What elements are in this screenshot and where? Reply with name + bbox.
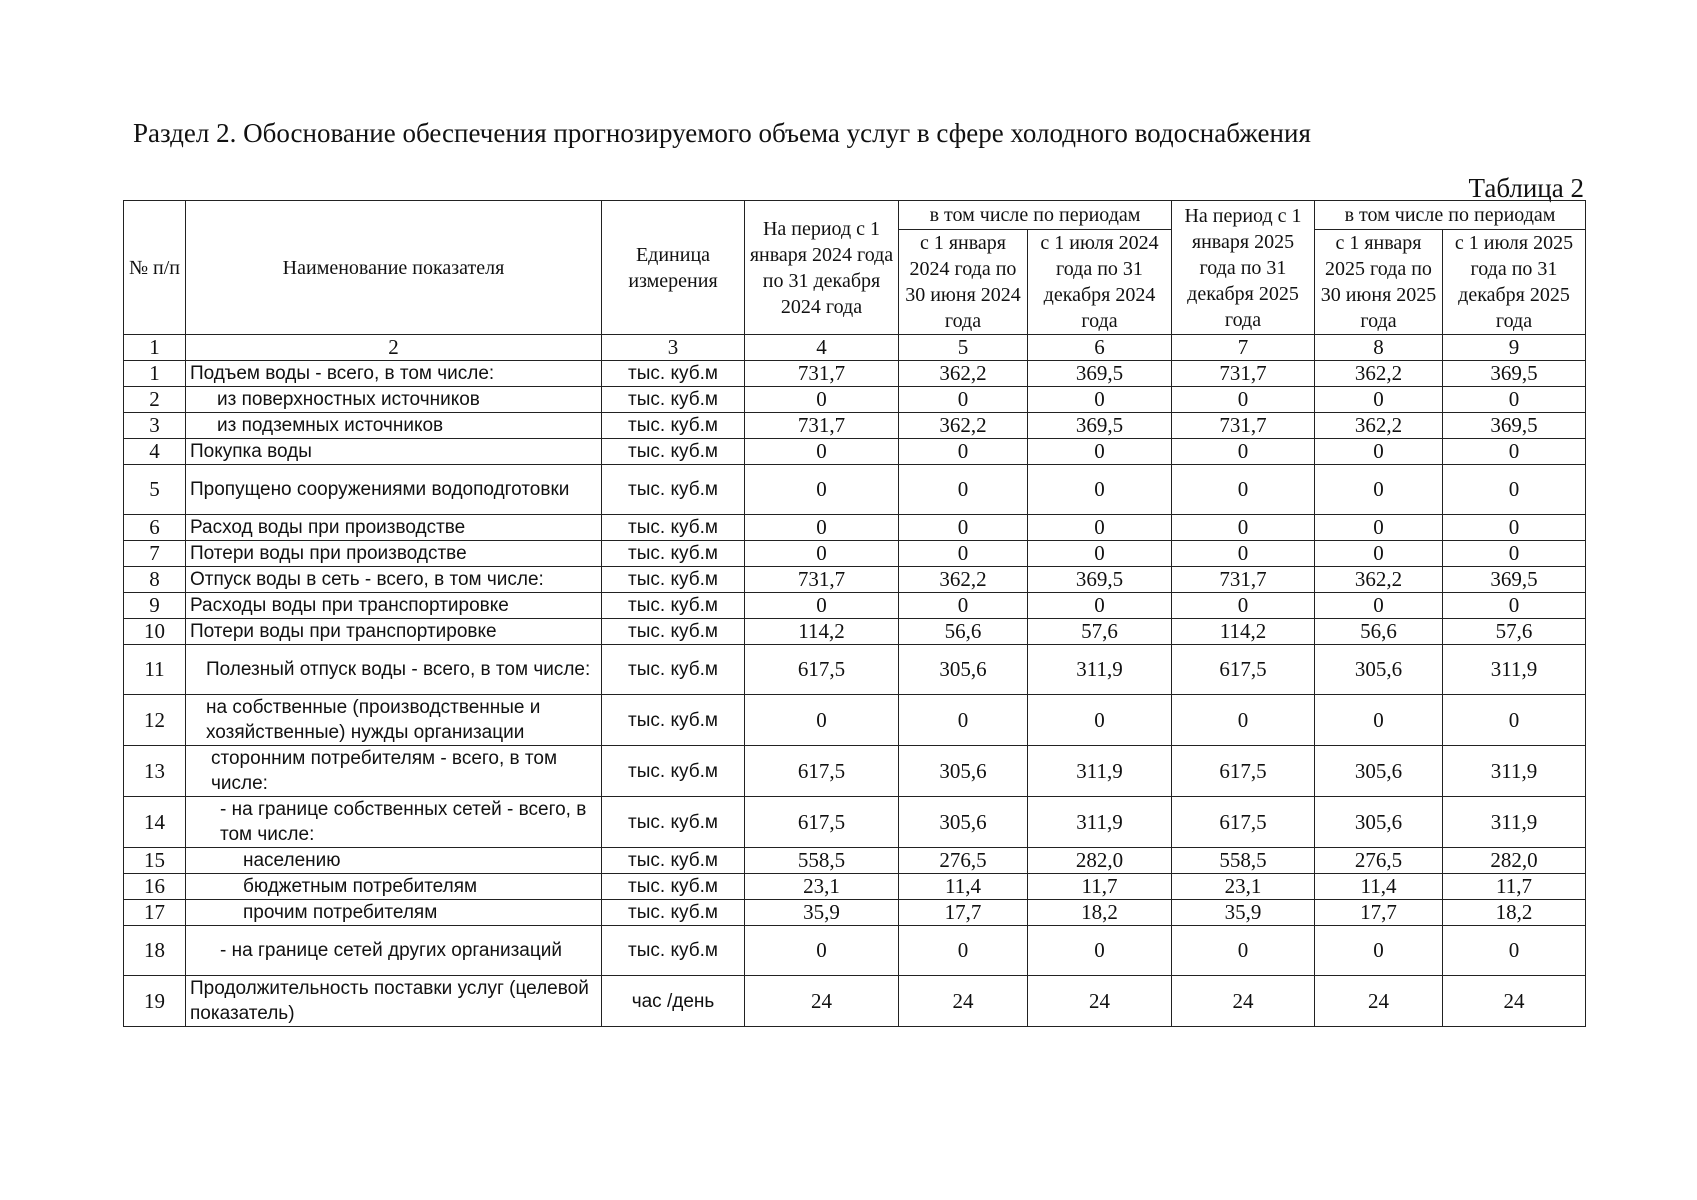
column-number: 2 bbox=[186, 335, 602, 361]
column-number: 6 bbox=[1028, 335, 1172, 361]
table-row bbox=[124, 413, 1586, 439]
value-cell: 311,9 bbox=[1028, 797, 1172, 848]
row-number-cell: 14 bbox=[124, 797, 186, 848]
value-cell: 731,7 bbox=[745, 361, 899, 387]
header-period-2025: На период с 1 января 2025 года по 31 декабря 2025 года bbox=[1172, 201, 1315, 335]
unit-cell: час /день bbox=[602, 976, 745, 1027]
value-cell: 617,5 bbox=[745, 645, 899, 695]
unit-cell: тыс. куб.м bbox=[602, 645, 745, 695]
column-number: 7 bbox=[1172, 335, 1315, 361]
value-cell: 305,6 bbox=[899, 797, 1028, 848]
row-number-cell: 10 bbox=[124, 619, 186, 645]
value-cell: 57,6 bbox=[1443, 619, 1586, 645]
unit-cell: тыс. куб.м bbox=[602, 926, 745, 976]
value-cell: 282,0 bbox=[1443, 848, 1586, 874]
unit-cell: тыс. куб.м bbox=[602, 593, 745, 619]
value-cell: 18,2 bbox=[1443, 900, 1586, 926]
table-row bbox=[124, 900, 1586, 926]
value-cell: 0 bbox=[899, 387, 1028, 413]
value-cell: 305,6 bbox=[1315, 746, 1443, 797]
value-cell: 617,5 bbox=[745, 797, 899, 848]
value-cell: 0 bbox=[1028, 439, 1172, 465]
unit-cell: тыс. куб.м bbox=[602, 541, 745, 567]
value-cell: 0 bbox=[1315, 465, 1443, 515]
value-cell: 0 bbox=[745, 515, 899, 541]
value-cell: 0 bbox=[1443, 387, 1586, 413]
value-cell: 18,2 bbox=[1028, 900, 1172, 926]
indicator-name-cell: Подъем воды - всего, в том числе: bbox=[186, 361, 602, 387]
value-cell: 276,5 bbox=[899, 848, 1028, 874]
value-cell: 369,5 bbox=[1443, 567, 1586, 593]
indicator-name-cell: - на границе сетей других организаций bbox=[186, 926, 602, 976]
indicator-name-cell: прочим потребителям bbox=[186, 900, 602, 926]
value-cell: 0 bbox=[1443, 695, 1586, 746]
value-cell: 731,7 bbox=[1172, 567, 1315, 593]
column-number: 5 bbox=[899, 335, 1028, 361]
value-cell: 24 bbox=[745, 976, 899, 1027]
table-row bbox=[124, 541, 1586, 567]
value-cell: 0 bbox=[1028, 465, 1172, 515]
value-cell: 0 bbox=[745, 439, 899, 465]
value-cell: 23,1 bbox=[1172, 874, 1315, 900]
value-cell: 617,5 bbox=[745, 746, 899, 797]
header-incl-periods-2024: в том числе по периодам bbox=[899, 201, 1172, 230]
indicator-name-cell: Потери воды при производстве bbox=[186, 541, 602, 567]
value-cell: 24 bbox=[1172, 976, 1315, 1027]
value-cell: 114,2 bbox=[1172, 619, 1315, 645]
indicator-name-cell: Расходы воды при транспортировке bbox=[186, 593, 602, 619]
indicator-name-cell: Покупка воды bbox=[186, 439, 602, 465]
section-heading: Раздел 2. Обоснование обеспечения прогнозируемого объема услуг в сфере холодного водоснабжения bbox=[133, 118, 1311, 148]
value-cell: 24 bbox=[1315, 976, 1443, 1027]
unit-cell: тыс. куб.м bbox=[602, 567, 745, 593]
water-supply-table bbox=[123, 200, 1586, 1027]
row-number-cell: 12 bbox=[124, 695, 186, 746]
value-cell: 0 bbox=[1315, 439, 1443, 465]
value-cell: 0 bbox=[1443, 439, 1586, 465]
value-cell: 311,9 bbox=[1028, 645, 1172, 695]
value-cell: 0 bbox=[1315, 541, 1443, 567]
value-cell: 0 bbox=[1172, 541, 1315, 567]
value-cell: 362,2 bbox=[899, 361, 1028, 387]
row-number-cell: 15 bbox=[124, 848, 186, 874]
value-cell: 17,7 bbox=[899, 900, 1028, 926]
table-row bbox=[124, 465, 1586, 515]
table-row bbox=[124, 515, 1586, 541]
table-row bbox=[124, 848, 1586, 874]
value-cell: 0 bbox=[899, 926, 1028, 976]
table-row bbox=[124, 361, 1586, 387]
indicator-name-cell: бюджетным потребителям bbox=[186, 874, 602, 900]
value-cell: 558,5 bbox=[745, 848, 899, 874]
value-cell: 0 bbox=[1315, 695, 1443, 746]
value-cell: 0 bbox=[899, 439, 1028, 465]
value-cell: 0 bbox=[1443, 593, 1586, 619]
value-cell: 0 bbox=[1028, 387, 1172, 413]
value-cell: 17,7 bbox=[1315, 900, 1443, 926]
table-row bbox=[124, 645, 1586, 695]
header-name: Наименование показателя bbox=[186, 201, 602, 335]
table-row bbox=[124, 746, 1586, 797]
value-cell: 282,0 bbox=[1028, 848, 1172, 874]
value-cell: 305,6 bbox=[1315, 645, 1443, 695]
header-unit: Единица измерения bbox=[602, 201, 745, 335]
value-cell: 362,2 bbox=[899, 567, 1028, 593]
value-cell: 0 bbox=[1028, 541, 1172, 567]
value-cell: 369,5 bbox=[1028, 567, 1172, 593]
value-cell: 0 bbox=[1172, 593, 1315, 619]
value-cell: 56,6 bbox=[899, 619, 1028, 645]
value-cell: 0 bbox=[1172, 926, 1315, 976]
value-cell: 24 bbox=[1028, 976, 1172, 1027]
header-period-2024: На период с 1 января 2024 года по 31 декабря 2024 года bbox=[745, 201, 899, 335]
value-cell: 311,9 bbox=[1443, 746, 1586, 797]
value-cell: 0 bbox=[1315, 926, 1443, 976]
value-cell: 11,7 bbox=[1443, 874, 1586, 900]
unit-cell: тыс. куб.м bbox=[602, 619, 745, 645]
value-cell: 731,7 bbox=[1172, 361, 1315, 387]
value-cell: 0 bbox=[1172, 387, 1315, 413]
table-row bbox=[124, 387, 1586, 413]
table-row bbox=[124, 926, 1586, 976]
value-cell: 0 bbox=[1172, 695, 1315, 746]
value-cell: 362,2 bbox=[899, 413, 1028, 439]
unit-cell: тыс. куб.м bbox=[602, 746, 745, 797]
unit-cell: тыс. куб.м bbox=[602, 900, 745, 926]
table-row bbox=[124, 619, 1586, 645]
value-cell: 0 bbox=[745, 387, 899, 413]
indicator-name-cell: Потери воды при транспортировке bbox=[186, 619, 602, 645]
value-cell: 0 bbox=[899, 541, 1028, 567]
unit-cell: тыс. куб.м bbox=[602, 695, 745, 746]
indicator-name-cell: - на границе собственных сетей - всего, в том числе: bbox=[186, 797, 602, 848]
table-row bbox=[124, 567, 1586, 593]
column-number: 1 bbox=[124, 335, 186, 361]
unit-cell: тыс. куб.м bbox=[602, 439, 745, 465]
indicator-name-cell: Отпуск воды в сеть - всего, в том числе: bbox=[186, 567, 602, 593]
indicator-name-cell: сторонним потребителям - всего, в том числе: bbox=[186, 746, 602, 797]
value-cell: 369,5 bbox=[1443, 361, 1586, 387]
value-cell: 369,5 bbox=[1443, 413, 1586, 439]
header-h1-2025: с 1 января 2025 года по 30 июня 2025 года bbox=[1315, 230, 1443, 335]
value-cell: 617,5 bbox=[1172, 746, 1315, 797]
indicator-name-cell: Продолжительность поставки услуг (целевой показатель) bbox=[186, 976, 602, 1027]
row-number-cell: 7 bbox=[124, 541, 186, 567]
header-h2-2024: с 1 июля 2024 года по 31 декабря 2024 года bbox=[1028, 230, 1172, 335]
value-cell: 0 bbox=[1172, 439, 1315, 465]
value-cell: 558,5 bbox=[1172, 848, 1315, 874]
table-row bbox=[124, 695, 1586, 746]
value-cell: 0 bbox=[1028, 695, 1172, 746]
value-cell: 276,5 bbox=[1315, 848, 1443, 874]
value-cell: 0 bbox=[1315, 515, 1443, 541]
value-cell: 24 bbox=[1443, 976, 1586, 1027]
header-incl-periods-2025: в том числе по периодам bbox=[1315, 201, 1586, 230]
value-cell: 35,9 bbox=[1172, 900, 1315, 926]
table-row bbox=[124, 874, 1586, 900]
value-cell: 731,7 bbox=[745, 413, 899, 439]
value-cell: 35,9 bbox=[745, 900, 899, 926]
row-number-cell: 5 bbox=[124, 465, 186, 515]
value-cell: 0 bbox=[745, 541, 899, 567]
indicator-name-cell: населению bbox=[186, 848, 602, 874]
unit-cell: тыс. куб.м bbox=[602, 387, 745, 413]
value-cell: 0 bbox=[1028, 593, 1172, 619]
unit-cell: тыс. куб.м bbox=[602, 361, 745, 387]
column-number: 3 bbox=[602, 335, 745, 361]
value-cell: 0 bbox=[1315, 593, 1443, 619]
unit-cell: тыс. куб.м bbox=[602, 515, 745, 541]
value-cell: 362,2 bbox=[1315, 413, 1443, 439]
row-number-cell: 8 bbox=[124, 567, 186, 593]
value-cell: 0 bbox=[1028, 926, 1172, 976]
row-number-cell: 19 bbox=[124, 976, 186, 1027]
value-cell: 0 bbox=[899, 695, 1028, 746]
value-cell: 369,5 bbox=[1028, 413, 1172, 439]
value-cell: 0 bbox=[745, 926, 899, 976]
column-number: 4 bbox=[745, 335, 899, 361]
value-cell: 0 bbox=[1028, 515, 1172, 541]
row-number-cell: 18 bbox=[124, 926, 186, 976]
value-cell: 114,2 bbox=[745, 619, 899, 645]
column-number-row bbox=[124, 335, 1586, 361]
indicator-name-cell: на собственные (производственные и хозяйственные) нужды организации bbox=[186, 695, 602, 746]
indicator-name-cell: Расход воды при производстве bbox=[186, 515, 602, 541]
unit-cell: тыс. куб.м bbox=[602, 413, 745, 439]
value-cell: 0 bbox=[745, 465, 899, 515]
row-number-cell: 11 bbox=[124, 645, 186, 695]
value-cell: 0 bbox=[1172, 515, 1315, 541]
indicator-name-cell: Пропущено сооружениями водоподготовки bbox=[186, 465, 602, 515]
table-row bbox=[124, 439, 1586, 465]
row-number-cell: 16 bbox=[124, 874, 186, 900]
value-cell: 0 bbox=[1443, 515, 1586, 541]
indicator-name-cell: Полезный отпуск воды - всего, в том числе: bbox=[186, 645, 602, 695]
value-cell: 617,5 bbox=[1172, 645, 1315, 695]
table-row bbox=[124, 976, 1586, 1027]
value-cell: 0 bbox=[899, 465, 1028, 515]
value-cell: 57,6 bbox=[1028, 619, 1172, 645]
table-caption: Таблица 2 bbox=[1468, 173, 1584, 203]
row-number-cell: 2 bbox=[124, 387, 186, 413]
table-row bbox=[124, 797, 1586, 848]
value-cell: 11,4 bbox=[1315, 874, 1443, 900]
indicator-name-cell: из поверхностных источников bbox=[186, 387, 602, 413]
value-cell: 311,9 bbox=[1443, 797, 1586, 848]
value-cell: 11,4 bbox=[899, 874, 1028, 900]
value-cell: 362,2 bbox=[1315, 567, 1443, 593]
value-cell: 617,5 bbox=[1172, 797, 1315, 848]
value-cell: 311,9 bbox=[1443, 645, 1586, 695]
value-cell: 0 bbox=[745, 593, 899, 619]
value-cell: 305,6 bbox=[1315, 797, 1443, 848]
value-cell: 0 bbox=[1172, 465, 1315, 515]
value-cell: 24 bbox=[899, 976, 1028, 1027]
value-cell: 0 bbox=[745, 695, 899, 746]
row-number-cell: 1 bbox=[124, 361, 186, 387]
row-number-cell: 4 bbox=[124, 439, 186, 465]
column-number: 9 bbox=[1443, 335, 1586, 361]
header-h2-2025: с 1 июля 2025 года по 31 декабря 2025 года bbox=[1443, 230, 1586, 335]
value-cell: 0 bbox=[1315, 387, 1443, 413]
value-cell: 731,7 bbox=[1172, 413, 1315, 439]
row-number-cell: 9 bbox=[124, 593, 186, 619]
row-number-cell: 3 bbox=[124, 413, 186, 439]
value-cell: 0 bbox=[1443, 541, 1586, 567]
unit-cell: тыс. куб.м bbox=[602, 848, 745, 874]
value-cell: 731,7 bbox=[745, 567, 899, 593]
value-cell: 369,5 bbox=[1028, 361, 1172, 387]
indicator-name-cell: из подземных источников bbox=[186, 413, 602, 439]
value-cell: 311,9 bbox=[1028, 746, 1172, 797]
row-number-cell: 6 bbox=[124, 515, 186, 541]
row-number-cell: 17 bbox=[124, 900, 186, 926]
row-number-cell: 13 bbox=[124, 746, 186, 797]
value-cell: 362,2 bbox=[1315, 361, 1443, 387]
value-cell: 11,7 bbox=[1028, 874, 1172, 900]
unit-cell: тыс. куб.м bbox=[602, 874, 745, 900]
value-cell: 0 bbox=[1443, 465, 1586, 515]
value-cell: 0 bbox=[1443, 926, 1586, 976]
value-cell: 56,6 bbox=[1315, 619, 1443, 645]
value-cell: 0 bbox=[899, 515, 1028, 541]
value-cell: 305,6 bbox=[899, 746, 1028, 797]
header-no: № п/п bbox=[124, 201, 186, 335]
column-number: 8 bbox=[1315, 335, 1443, 361]
value-cell: 0 bbox=[899, 593, 1028, 619]
unit-cell: тыс. куб.м bbox=[602, 797, 745, 848]
value-cell: 305,6 bbox=[899, 645, 1028, 695]
header-h1-2024: с 1 января 2024 года по 30 июня 2024 года bbox=[899, 230, 1028, 335]
unit-cell: тыс. куб.м bbox=[602, 465, 745, 515]
value-cell: 23,1 bbox=[745, 874, 899, 900]
table-row bbox=[124, 593, 1586, 619]
